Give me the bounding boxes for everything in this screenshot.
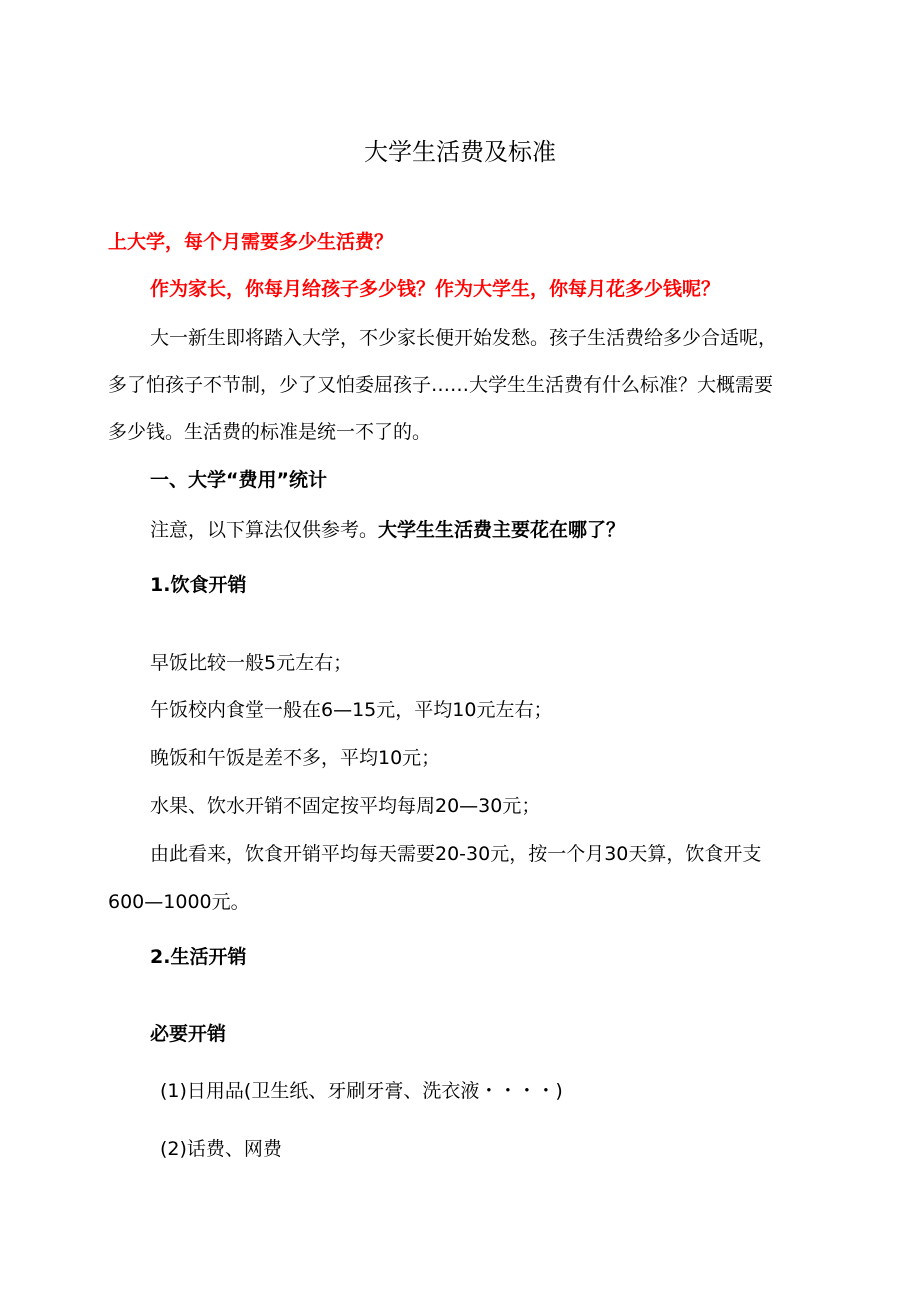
food-heading: 1.饮食开销	[150, 574, 247, 596]
intro-line-1: 大一新生即将踏入大学，不少家长便开始发愁。孩子生活费给多少合适呢，	[150, 327, 778, 349]
food-item: 水果、饮水开销不固定按平均每周20—30元；	[150, 795, 541, 817]
food-item: 早饭比较一般5元左右；	[150, 652, 353, 674]
note-line	[150, 517, 625, 543]
note-bold-text: 大学生生活费主要花在哪了？	[378, 519, 626, 541]
necessary-item: (2)话费、网费	[160, 1138, 282, 1160]
food-item: 午饭校内食堂一般在6—15元，平均10元左右；	[150, 699, 553, 721]
living-heading: 2.生活开销	[150, 946, 247, 968]
food-item: 晚饭和午饭是差不多，平均10元；	[150, 747, 441, 769]
note-plain-text: 注意，以下算法仅供参考。	[150, 519, 379, 541]
intro-line-2: 多了怕孩子不节制，少了又怕委屈孩子……大学生生活费有什么标准？大概需要	[108, 374, 774, 396]
food-summary-line-1: 由此看来，饮食开销平均每天需要20-30元，按一个月30天算，饮食开支	[150, 843, 762, 865]
necessary-heading: 必要开销	[150, 1023, 227, 1045]
necessary-item: (1)日用品(卫生纸、牙刷牙膏、洗衣液・・・・)	[160, 1080, 563, 1102]
heading-question: 上大学，每个月需要多少生活费？	[108, 231, 394, 253]
food-summary-line-2: 600—1000元。	[108, 891, 250, 913]
section-1-heading: 一、大学“费用”统计	[150, 469, 327, 491]
intro-line-3: 多少钱。生活费的标准是统一不了的。	[108, 421, 432, 443]
page-title: 大学生活费及标准	[364, 138, 556, 166]
sub-question: 作为家长，你每月给孩子多少钱？作为大学生，你每月花多少钱呢？	[150, 278, 721, 300]
